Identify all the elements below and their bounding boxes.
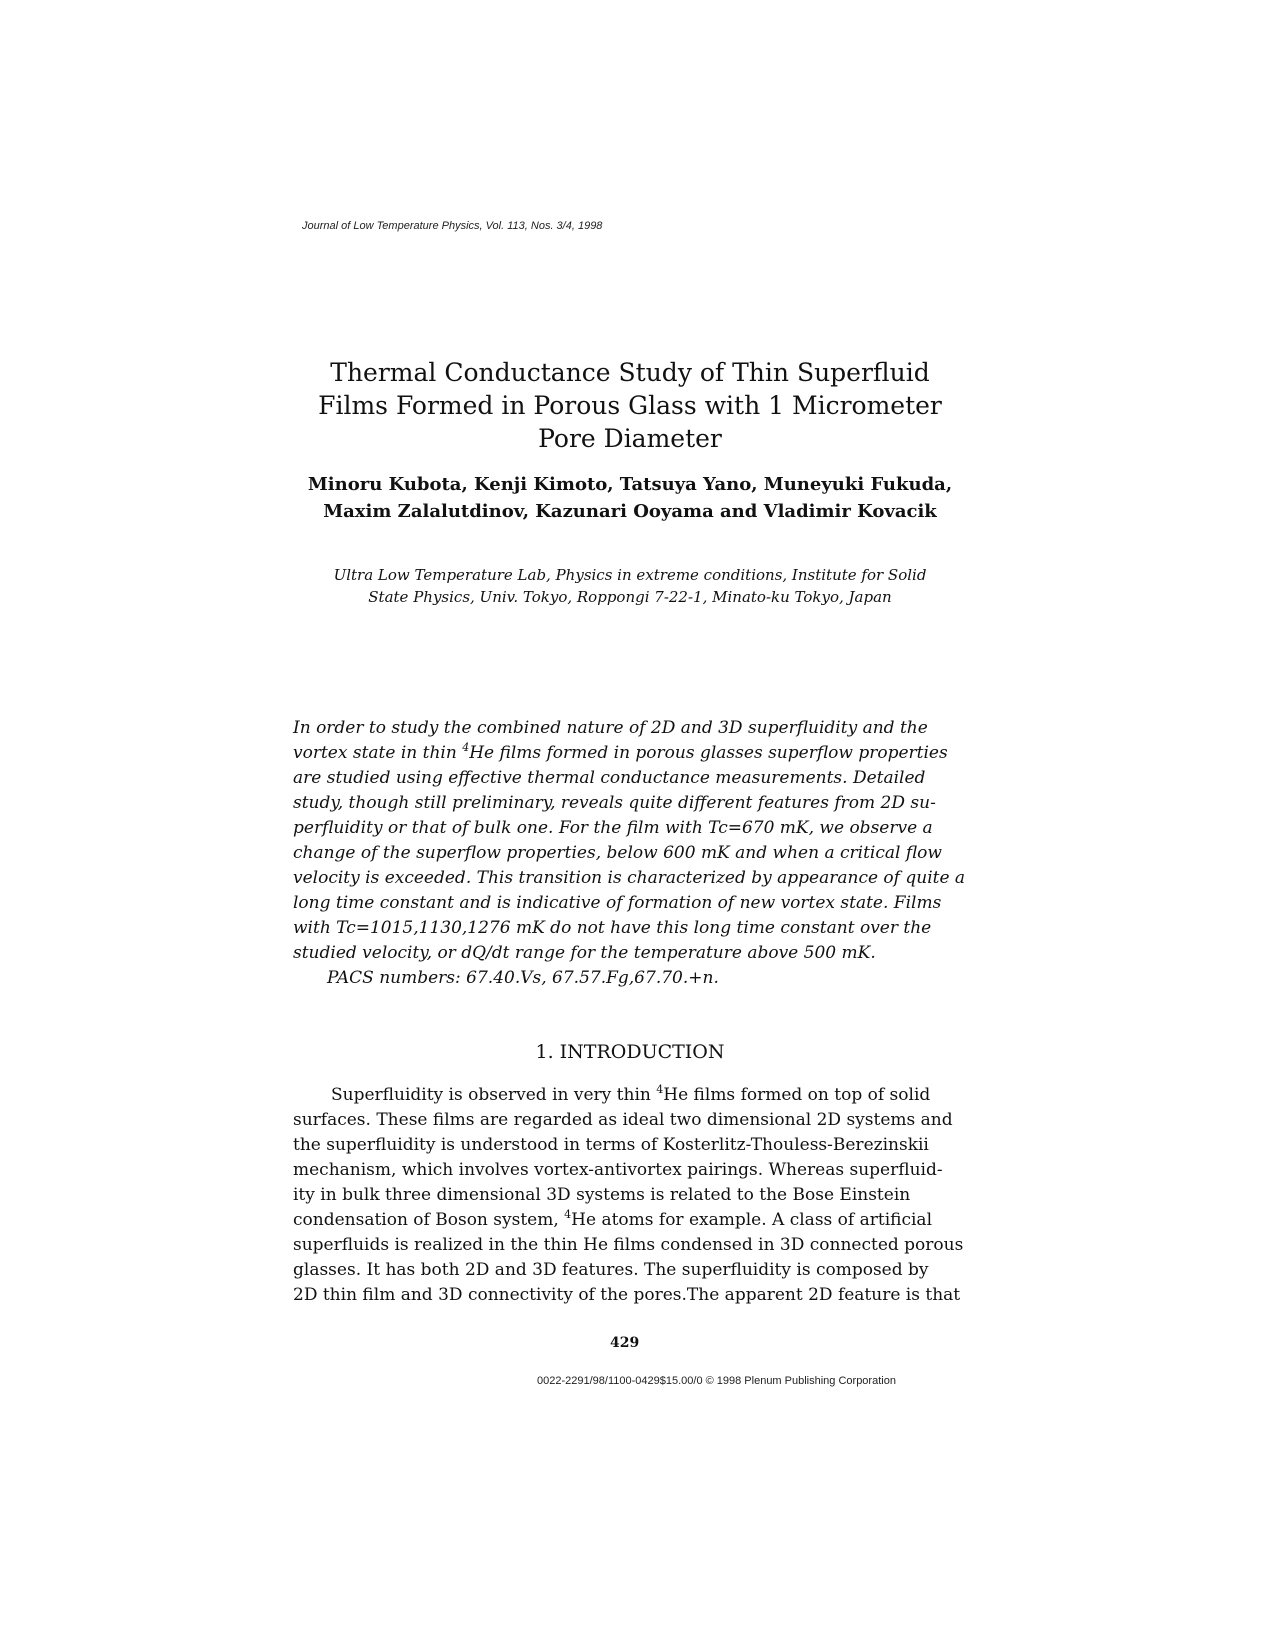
abstract-line: are studied using effective thermal conductance measurements. Detailed [293,768,926,788]
affiliation-line: State Physics, Univ. Tokyo, Roppongi 7-22-1, Minato-ku Tokyo, Japan [368,588,892,606]
affiliation-line: Ultra Low Temperature Lab, Physics in extreme conditions, Institute for Solid [333,566,927,584]
body-line [293,1083,981,1108]
author-line: Minoru Kubota, Kenji Kimoto, Tatsuya Yano, Muneyuki Fukuda, [307,474,953,495]
title-line: Thermal Conductance Study of Thin Superfluid [330,358,930,387]
pacs-numbers: PACS numbers: 67.40.Vs, 67.57.Fg,67.70.+n. [327,968,719,988]
abstract-line: with Tc=1015,1130,1276 mK do not have this long time constant over the [293,918,932,938]
superscript: 4 [564,1208,572,1221]
copyright-line: 0022-2291/98/1100-0429$15.00/0 © 1998 Plenum Publishing Corporation [537,1375,896,1387]
body-line: glasses. It has both 2D and 3D features. The superfluidity is composed by [293,1260,929,1280]
title-line: Films Formed in Porous Glass with 1 Micrometer [318,391,942,420]
body-text: He atoms for example. A class of artificial [571,1210,932,1230]
title-line: Pore Diameter [538,424,722,453]
body-line: 2D thin film and 3D connectivity of the pores.The apparent 2D feature is that [293,1285,961,1305]
body-line: superfluids is realized in the thin He films condensed in 3D connected porous [293,1235,964,1255]
page-number: 429 [610,1335,640,1351]
body-line: ity in bulk three dimensional 3D systems is related to the Bose Einstein [293,1185,911,1205]
body-text: Superfluidity is observed in very thin [331,1085,657,1105]
abstract-line: In order to study the combined nature of 2D and 3D superfluidity and the [293,718,928,738]
introduction-text [293,1083,981,1308]
body-line: surfaces. These films are regarded as ideal two dimensional 2D systems and [293,1110,953,1130]
abstract-text: He films formed in porous glasses superflow properties [469,743,948,763]
abstract-line: study, though still preliminary, reveals quite different features from 2D su- [293,793,936,813]
superscript: 4 [462,741,470,754]
journal-header: Journal of Low Temperature Physics, Vol. 113, Nos. 3/4, 1998 [302,220,603,232]
body-line: mechanism, which involves vortex-antivortex pairings. Whereas superfluid- [293,1160,943,1180]
abstract-line: perfluidity or that of bulk one. For the film with Tc=670 mK, we observe a [293,818,933,838]
body-line [293,1208,981,1233]
abstract-line: studied velocity, or dQ/dt range for the temperature above 500 mK. [293,943,876,963]
section-heading: 1. INTRODUCTION [535,1041,725,1063]
abstract-line: change of the superflow properties, below 600 mK and when a critical flow [293,843,942,863]
body-text: condensation of Boson system, [293,1210,565,1230]
abstract [293,716,981,991]
abstract-text: vortex state in thin [293,743,463,763]
abstract-line: velocity is exceeded. This transition is characterized by appearance of quite a [293,868,966,888]
author-line: Maxim Zalalutdinov, Kazunari Ooyama and Vladimir Kovacik [323,501,937,522]
abstract-line [293,741,981,766]
author-list [290,471,970,525]
superscript: 4 [656,1083,664,1096]
affiliation [290,564,970,608]
abstract-line: long time constant and is indicative of formation of new vortex state. Films [293,893,942,913]
body-line: the superfluidity is understood in terms of Kosterlitz-Thouless-Berezinskii [293,1135,929,1155]
paper-title [290,356,970,455]
body-text: He films formed on top of solid [663,1085,931,1105]
